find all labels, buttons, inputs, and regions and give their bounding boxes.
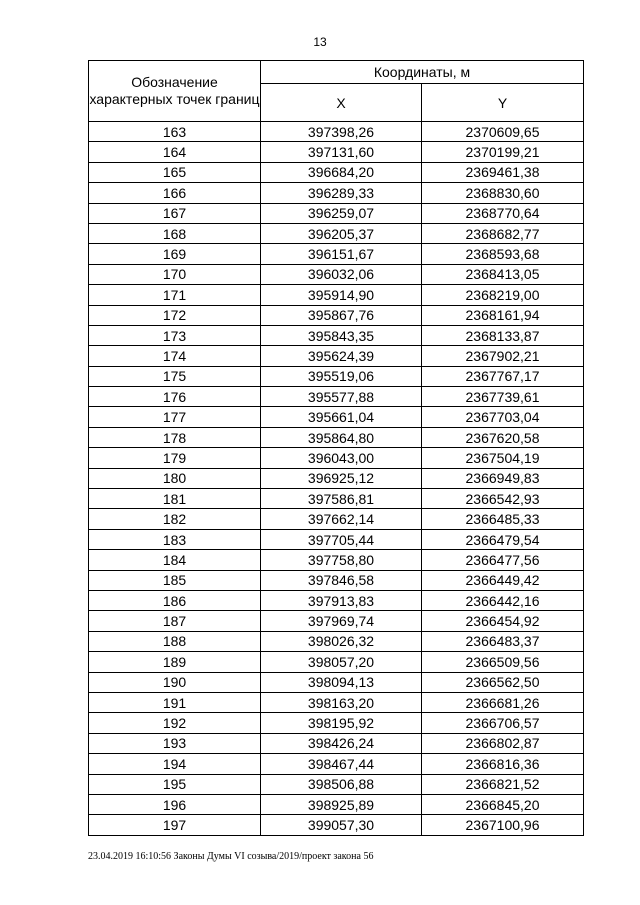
table-row	[89, 387, 584, 407]
y-coordinate-cell: 2368593,68	[422, 244, 584, 264]
point-cell: 169	[89, 244, 261, 264]
x-column-header: X	[261, 84, 422, 122]
table-row	[89, 509, 584, 529]
point-cell: 188	[89, 631, 261, 651]
x-coordinate-cell: 398163,20	[261, 692, 422, 712]
y-coordinate-cell: 2369461,38	[422, 162, 584, 182]
x-coordinate-cell: 397398,26	[261, 122, 422, 142]
y-coordinate-cell: 2366442,16	[422, 590, 584, 610]
y-coordinate-cell: 2366479,54	[422, 529, 584, 549]
y-coordinate-cell: 2366477,56	[422, 550, 584, 570]
x-coordinate-cell: 398094,13	[261, 672, 422, 692]
x-coordinate-cell: 396032,06	[261, 264, 422, 284]
point-cell: 173	[89, 325, 261, 345]
table-row	[89, 570, 584, 590]
x-coordinate-cell: 396289,33	[261, 183, 422, 203]
point-cell: 163	[89, 122, 261, 142]
y-coordinate-cell: 2367620,58	[422, 427, 584, 447]
point-cell: 194	[89, 754, 261, 774]
table-row	[89, 733, 584, 753]
point-cell: 165	[89, 162, 261, 182]
table-row	[89, 794, 584, 814]
table-row	[89, 427, 584, 447]
point-cell: 167	[89, 203, 261, 223]
point-cell: 184	[89, 550, 261, 570]
y-coordinate-cell: 2366816,36	[422, 754, 584, 774]
x-coordinate-cell: 397846,58	[261, 570, 422, 590]
y-coordinate-cell: 2366509,56	[422, 652, 584, 672]
y-coordinate-cell: 2366449,42	[422, 570, 584, 590]
point-cell: 171	[89, 285, 261, 305]
x-coordinate-cell: 396043,00	[261, 448, 422, 468]
coordinates-header: Координаты, м	[261, 61, 584, 84]
point-cell: 191	[89, 692, 261, 712]
x-coordinate-cell: 395843,35	[261, 325, 422, 345]
x-coordinate-cell: 397969,74	[261, 611, 422, 631]
page-number: 13	[313, 35, 327, 49]
table-row	[89, 183, 584, 203]
y-coordinate-cell: 2370199,21	[422, 142, 584, 162]
x-coordinate-cell: 397131,60	[261, 142, 422, 162]
point-cell: 176	[89, 387, 261, 407]
x-coordinate-cell: 398426,24	[261, 733, 422, 753]
document-footer: 23.04.2019 16:10:56 Законы Думы VI созыва/2019/проект закона 56	[88, 851, 374, 862]
table-row	[89, 529, 584, 549]
table-row	[89, 407, 584, 427]
x-coordinate-cell: 395864,80	[261, 427, 422, 447]
table-row	[89, 692, 584, 712]
x-coordinate-cell: 397662,14	[261, 509, 422, 529]
table-row	[89, 203, 584, 223]
table-row	[89, 448, 584, 468]
y-coordinate-cell: 2368161,94	[422, 305, 584, 325]
table-row	[89, 590, 584, 610]
y-coordinate-cell: 2366542,93	[422, 489, 584, 509]
x-coordinate-cell: 398925,89	[261, 794, 422, 814]
point-cell: 179	[89, 448, 261, 468]
point-cell: 178	[89, 427, 261, 447]
x-coordinate-cell: 398506,88	[261, 774, 422, 794]
table-row	[89, 223, 584, 243]
x-coordinate-cell: 395624,39	[261, 346, 422, 366]
point-cell: 180	[89, 468, 261, 488]
y-coordinate-cell: 2366483,37	[422, 631, 584, 651]
point-cell: 175	[89, 366, 261, 386]
point-cell: 164	[89, 142, 261, 162]
x-coordinate-cell: 395519,06	[261, 366, 422, 386]
x-coordinate-cell: 398057,20	[261, 652, 422, 672]
x-coordinate-cell: 397705,44	[261, 529, 422, 549]
point-cell: 193	[89, 733, 261, 753]
y-coordinate-cell: 2366821,52	[422, 774, 584, 794]
y-coordinate-cell: 2368219,00	[422, 285, 584, 305]
table-row	[89, 550, 584, 570]
table-row	[89, 285, 584, 305]
table-row	[89, 774, 584, 794]
y-coordinate-cell: 2366949,83	[422, 468, 584, 488]
y-coordinate-cell: 2368682,77	[422, 223, 584, 243]
y-coordinate-cell: 2367504,19	[422, 448, 584, 468]
point-cell: 174	[89, 346, 261, 366]
table-row	[89, 162, 584, 182]
table-row	[89, 815, 584, 835]
table-row	[89, 713, 584, 733]
x-coordinate-cell: 399057,30	[261, 815, 422, 835]
y-coordinate-cell: 2370609,65	[422, 122, 584, 142]
table-row	[89, 611, 584, 631]
point-cell: 172	[89, 305, 261, 325]
point-cell: 168	[89, 223, 261, 243]
table-row	[89, 652, 584, 672]
x-coordinate-cell: 398467,44	[261, 754, 422, 774]
y-coordinate-cell: 2366681,26	[422, 692, 584, 712]
point-cell: 197	[89, 815, 261, 835]
y-coordinate-cell: 2368413,05	[422, 264, 584, 284]
table-row	[89, 489, 584, 509]
point-cell: 177	[89, 407, 261, 427]
y-coordinate-cell: 2368770,64	[422, 203, 584, 223]
y-coordinate-cell: 2366706,57	[422, 713, 584, 733]
y-coordinate-cell: 2366802,87	[422, 733, 584, 753]
point-designation-header: Обозначение характерных точек границ	[89, 61, 261, 122]
table-row	[89, 325, 584, 345]
x-coordinate-cell: 397586,81	[261, 489, 422, 509]
table-row	[89, 244, 584, 264]
x-coordinate-cell: 398195,92	[261, 713, 422, 733]
point-cell: 187	[89, 611, 261, 631]
table-row	[89, 264, 584, 284]
point-cell: 170	[89, 264, 261, 284]
table-row	[89, 142, 584, 162]
x-coordinate-cell: 397913,83	[261, 590, 422, 610]
y-coordinate-cell: 2366454,92	[422, 611, 584, 631]
table-row	[89, 366, 584, 386]
x-coordinate-cell: 395577,88	[261, 387, 422, 407]
x-coordinate-cell: 395914,90	[261, 285, 422, 305]
x-coordinate-cell: 395661,04	[261, 407, 422, 427]
x-coordinate-cell: 398026,32	[261, 631, 422, 651]
point-cell: 189	[89, 652, 261, 672]
table-row	[89, 468, 584, 488]
x-coordinate-cell: 396684,20	[261, 162, 422, 182]
point-cell: 186	[89, 590, 261, 610]
y-coordinate-cell: 2366562,50	[422, 672, 584, 692]
y-coordinate-cell: 2368830,60	[422, 183, 584, 203]
point-cell: 183	[89, 529, 261, 549]
point-cell: 192	[89, 713, 261, 733]
point-cell: 181	[89, 489, 261, 509]
table-row	[89, 305, 584, 325]
x-coordinate-cell: 396259,07	[261, 203, 422, 223]
point-cell: 182	[89, 509, 261, 529]
point-cell: 185	[89, 570, 261, 590]
coordinates-table-body	[89, 122, 584, 836]
y-coordinate-cell: 2367739,61	[422, 387, 584, 407]
y-coordinate-cell: 2367100,96	[422, 815, 584, 835]
y-coordinate-cell: 2368133,87	[422, 325, 584, 345]
coordinates-table	[88, 60, 584, 836]
y-coordinate-cell: 2366845,20	[422, 794, 584, 814]
point-cell: 190	[89, 672, 261, 692]
x-coordinate-cell: 396925,12	[261, 468, 422, 488]
y-coordinate-cell: 2366485,33	[422, 509, 584, 529]
x-coordinate-cell: 397758,80	[261, 550, 422, 570]
point-cell: 195	[89, 774, 261, 794]
table-row	[89, 346, 584, 366]
point-cell: 196	[89, 794, 261, 814]
x-coordinate-cell: 396151,67	[261, 244, 422, 264]
table-row	[89, 754, 584, 774]
table-row	[89, 672, 584, 692]
x-coordinate-cell: 395867,76	[261, 305, 422, 325]
y-coordinate-cell: 2367767,17	[422, 366, 584, 386]
table-row	[89, 122, 584, 142]
y-column-header: Y	[422, 84, 584, 122]
x-coordinate-cell: 396205,37	[261, 223, 422, 243]
y-coordinate-cell: 2367902,21	[422, 346, 584, 366]
table-row	[89, 631, 584, 651]
point-cell: 166	[89, 183, 261, 203]
y-coordinate-cell: 2367703,04	[422, 407, 584, 427]
